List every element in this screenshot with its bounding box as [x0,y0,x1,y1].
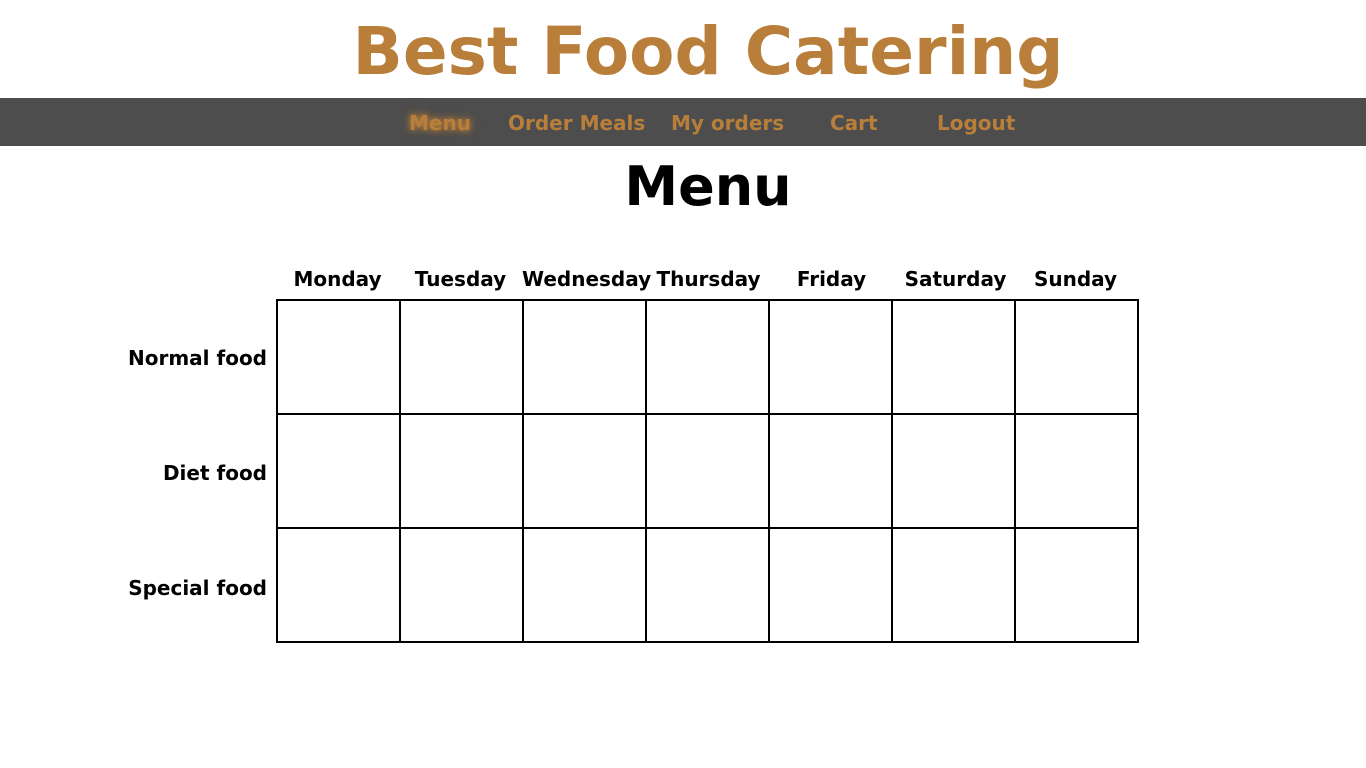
day-header-sunday: Sunday [1033,267,1118,291]
row-label-diet-food: Diet food [162,461,267,485]
menu-cell[interactable] [277,414,400,528]
menu-cell[interactable] [892,414,1015,528]
nav-item-cart[interactable]: Cart [830,111,878,135]
menu-cell[interactable] [400,414,523,528]
nav-item-my-orders[interactable]: My orders [671,111,785,135]
menu-cell[interactable] [892,300,1015,414]
day-header-thursday: Thursday [656,267,761,291]
table-row-diet-food [277,414,1138,528]
day-header-friday: Friday [796,267,867,291]
main-navigation [0,98,1366,146]
menu-cell[interactable] [400,528,523,642]
menu-cell[interactable] [646,528,769,642]
menu-cell[interactable] [400,300,523,414]
menu-cell[interactable] [1015,414,1138,528]
table-row-normal-food [277,300,1138,414]
menu-cell[interactable] [769,414,892,528]
day-header-saturday: Saturday [904,267,1007,291]
menu-cell[interactable] [646,300,769,414]
nav-item-order-meals[interactable]: Order Meals [508,111,646,135]
menu-cell[interactable] [646,414,769,528]
menu-cell[interactable] [523,300,646,414]
menu-cell[interactable] [892,528,1015,642]
menu-cell[interactable] [523,414,646,528]
day-header-monday: Monday [293,267,382,291]
menu-cell[interactable] [1015,300,1138,414]
menu-cell[interactable] [523,528,646,642]
menu-cell[interactable] [769,528,892,642]
page-title: Menu [624,155,792,218]
row-label-special-food: Special food [128,576,267,600]
table-row-special-food [277,528,1138,642]
menu-cell[interactable] [277,528,400,642]
day-header-wednesday: Wednesday [522,267,652,291]
nav-item-menu[interactable]: Menu [409,111,471,135]
menu-cell[interactable] [277,300,400,414]
site-title: Best Food Catering [352,13,1064,90]
menu-cell[interactable] [769,300,892,414]
menu-cell[interactable] [1015,528,1138,642]
day-header-tuesday: Tuesday [414,267,507,291]
nav-item-logout[interactable]: Logout [937,111,1016,135]
menu-table [276,299,1139,643]
row-label-normal-food: Normal food [128,346,267,370]
